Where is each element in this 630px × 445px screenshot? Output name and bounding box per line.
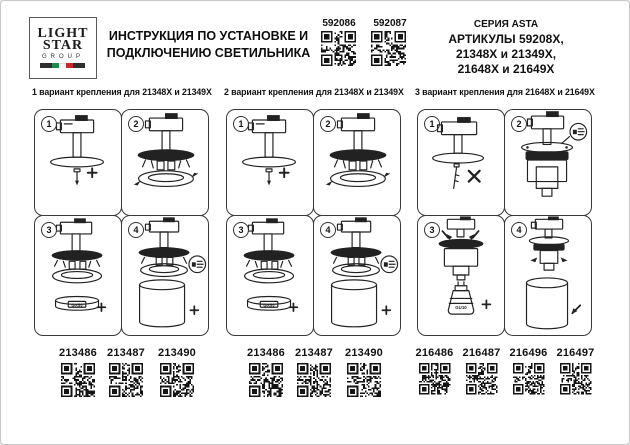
step-panel bbox=[417, 109, 505, 216]
qr-code bbox=[559, 362, 592, 395]
logo-group-text: GROUP bbox=[41, 54, 84, 60]
document-title-line2: ПОДКЛЮЧЕНИЮ СВЕТИЛЬНИКА bbox=[106, 45, 311, 60]
qr-code bbox=[370, 30, 407, 67]
step-panel bbox=[34, 109, 122, 216]
qr-label: 213487 bbox=[295, 347, 333, 359]
document-title bbox=[101, 28, 316, 61]
italian-flag-icon bbox=[40, 63, 86, 68]
article-numbers bbox=[426, 32, 586, 77]
qr-label: 213486 bbox=[59, 347, 97, 359]
article-line3: 21648X и 21649X bbox=[457, 62, 555, 76]
step-number: 2 bbox=[320, 116, 336, 132]
step-panel bbox=[504, 109, 592, 216]
logo-text: STAR bbox=[42, 38, 84, 53]
step-number: 4 bbox=[511, 222, 527, 238]
step-panel bbox=[226, 109, 314, 216]
qr-code bbox=[108, 362, 144, 398]
step-panel bbox=[504, 215, 592, 336]
qr-label: 213487 bbox=[107, 347, 145, 359]
step-number: 2 bbox=[128, 116, 144, 132]
qr-label: 216486 bbox=[415, 347, 454, 359]
qr-label: 216496 bbox=[509, 347, 548, 359]
step-number: 1 bbox=[424, 116, 440, 132]
step-number: 2 bbox=[511, 116, 527, 132]
qr-label: 592087 bbox=[373, 18, 407, 29]
qr-label: 216487 bbox=[462, 347, 501, 359]
step-panel bbox=[417, 215, 505, 336]
step-panel bbox=[226, 215, 314, 336]
qr-code bbox=[418, 362, 451, 395]
article-line2: 21348X и 21349X, bbox=[455, 47, 557, 61]
step-panel bbox=[34, 215, 122, 336]
document-title-line1: ИНСТРУКЦИЯ ПО УСТАНОВКЕ И bbox=[108, 29, 309, 43]
section-title-variant-1: 1 вариант крепления для 21348X и 21349X bbox=[32, 87, 212, 97]
step-number: 4 bbox=[320, 222, 336, 238]
article-line1: АРТИКУЛЫ 59208X, bbox=[448, 32, 564, 46]
qr-code bbox=[296, 362, 332, 398]
step-panel bbox=[121, 109, 209, 216]
step-number: 3 bbox=[424, 222, 440, 238]
qr-code bbox=[159, 362, 195, 398]
qr-label: 592086 bbox=[322, 18, 356, 29]
qr-label: 213490 bbox=[158, 347, 196, 359]
qr-code bbox=[465, 362, 498, 395]
qr-label: 213490 bbox=[345, 347, 383, 359]
qr-code bbox=[346, 362, 382, 398]
logo-text: LIGHT bbox=[37, 26, 89, 41]
section-title-variant-3: 3 вариант крепления для 21648X и 21649X bbox=[415, 87, 595, 97]
step-number: 3 bbox=[233, 222, 249, 238]
step-number: 1 bbox=[233, 116, 249, 132]
qr-code bbox=[60, 362, 96, 398]
qr-label: 216497 bbox=[556, 347, 595, 359]
qr-label: 213486 bbox=[247, 347, 285, 359]
qr-code bbox=[512, 362, 545, 395]
step-number: 3 bbox=[41, 222, 57, 238]
step-panel bbox=[313, 215, 401, 336]
step-number: 4 bbox=[128, 222, 144, 238]
step-number: 1 bbox=[41, 116, 57, 132]
lightstar-logo bbox=[29, 17, 97, 79]
series-title: СЕРИЯ ASTA bbox=[473, 19, 539, 30]
qr-code bbox=[320, 30, 357, 67]
section-title-variant-2: 2 вариант крепления для 21348X и 21349X bbox=[224, 87, 404, 97]
qr-code bbox=[248, 362, 284, 398]
step-panel bbox=[313, 109, 401, 216]
step-panel bbox=[121, 215, 209, 336]
